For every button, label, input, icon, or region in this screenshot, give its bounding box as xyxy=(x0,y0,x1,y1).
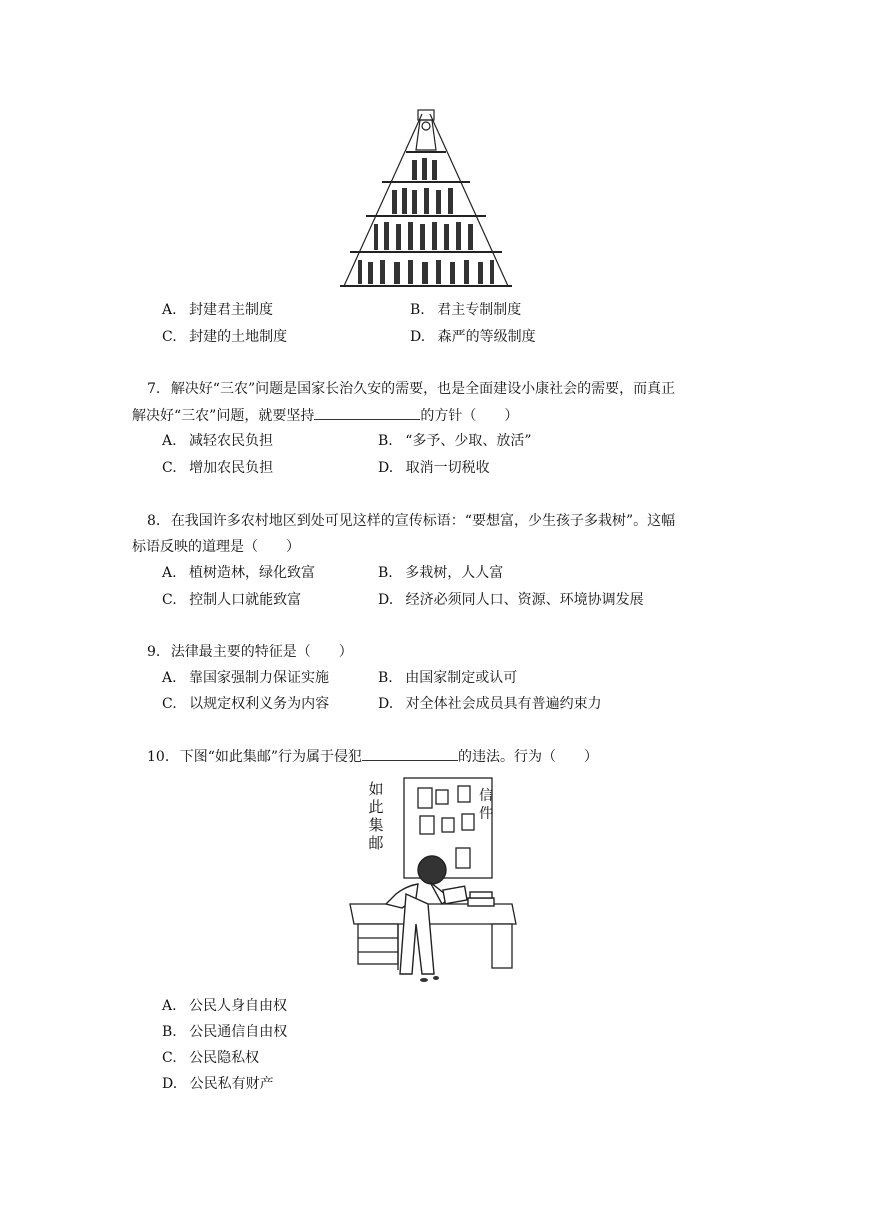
option-letter: C. xyxy=(162,592,177,608)
option-letter: D. xyxy=(162,1076,178,1092)
question-text: 的违法。行为（ ） xyxy=(458,749,599,765)
q8-option-b[interactable] xyxy=(378,563,503,583)
question-number: 8. xyxy=(147,513,161,529)
option-text: 君主专制制度 xyxy=(437,302,522,318)
option-letter: C. xyxy=(162,460,177,476)
option-letter: C. xyxy=(162,696,177,712)
option-text: 由国家制定或认可 xyxy=(405,670,518,686)
option-text: 以规定权利义务为内容 xyxy=(189,696,330,712)
q8-option-d[interactable] xyxy=(378,590,644,610)
q9-option-c[interactable] xyxy=(162,694,329,714)
q7-stem-line1 xyxy=(147,379,675,399)
question-text: 在我国许多农村地区到处可见这样的宣传标语：“要想富，少生孩子多栽树”。这幅 xyxy=(170,513,676,529)
option-letter: B. xyxy=(378,565,393,581)
q6-option-a[interactable] xyxy=(162,300,273,320)
option-text: 控制人口就能致富 xyxy=(189,592,302,608)
option-text: 森严的等级制度 xyxy=(437,329,536,345)
option-letter: B. xyxy=(410,302,425,318)
q10-stem xyxy=(147,746,598,767)
option-letter: B. xyxy=(378,433,393,449)
option-text: 公民通信自由权 xyxy=(189,1024,288,1040)
question-number: 9. xyxy=(147,644,161,660)
q10-option-a[interactable] xyxy=(162,996,287,1016)
option-text: 增加农民负担 xyxy=(189,460,274,476)
question-text: 标语反映的道理是（ ） xyxy=(132,539,300,555)
cartoon-title-char: 邮 xyxy=(368,834,384,852)
question-number: 7. xyxy=(147,381,161,397)
option-letter: D. xyxy=(378,592,394,608)
q7-option-b[interactable] xyxy=(378,431,532,451)
board-label-char: 件 xyxy=(479,806,493,822)
question-text: 解决好“三农”问题，就要坚持 xyxy=(132,408,315,424)
cartoon-title-char: 此 xyxy=(368,798,384,816)
question-text: 解决好“三农”问题是国家长治久安的需要，也是全面建设小康社会的需要，而真正 xyxy=(170,381,676,397)
option-letter: A. xyxy=(162,998,177,1014)
q10-option-b[interactable] xyxy=(162,1022,287,1042)
option-letter: C. xyxy=(162,329,177,345)
option-letter: A. xyxy=(162,433,177,449)
option-letter: D. xyxy=(410,329,426,345)
q6-option-c[interactable] xyxy=(162,327,287,347)
question-text: 的方针（ ） xyxy=(420,408,519,424)
option-text: 封建君主制度 xyxy=(189,302,274,318)
answer-blank[interactable] xyxy=(362,746,458,761)
option-text: 对全体社会成员具有普遍约束力 xyxy=(405,696,602,712)
option-letter: D. xyxy=(378,460,394,476)
question-text: 下图“如此集邮”行为属于侵犯 xyxy=(179,749,363,765)
option-letter: A. xyxy=(162,565,177,581)
option-letter: C. xyxy=(162,1050,177,1066)
q10-option-c[interactable] xyxy=(162,1048,259,1068)
q6-option-d[interactable] xyxy=(410,327,536,347)
question-text: 法律最主要的特征是（ ） xyxy=(170,644,353,660)
option-text: 封建的土地制度 xyxy=(189,329,288,345)
cartoon-title-char: 集 xyxy=(368,816,384,834)
option-letter: D. xyxy=(378,696,394,712)
option-text: 多栽树，人人富 xyxy=(405,565,504,581)
option-letter: A. xyxy=(162,302,177,318)
q8-stem-line1 xyxy=(147,511,675,531)
q8-stem-line2 xyxy=(132,537,300,557)
q9-option-b[interactable] xyxy=(378,668,517,688)
option-text: 公民私有财产 xyxy=(189,1076,274,1092)
q8-option-c[interactable] xyxy=(162,590,301,610)
option-text: 经济必须同人口、资源、环境协调发展 xyxy=(405,592,644,608)
option-text: 公民隐私权 xyxy=(189,1050,260,1066)
answer-blank[interactable] xyxy=(314,405,420,420)
q7-stem-line2 xyxy=(132,405,518,426)
q8-option-a[interactable] xyxy=(162,563,315,583)
option-letter: B. xyxy=(162,1024,177,1040)
q9-option-d[interactable] xyxy=(378,694,602,714)
q9-option-a[interactable] xyxy=(162,668,329,688)
option-text: “多予、少取、放活” xyxy=(405,433,532,449)
board-label-char: 信 xyxy=(479,788,493,804)
q9-stem xyxy=(147,642,353,662)
option-letter: A. xyxy=(162,670,177,686)
stamp-collecting-cartoon xyxy=(346,774,522,986)
question-number: 10. xyxy=(147,749,170,765)
option-text: 靠国家强制力保证实施 xyxy=(189,670,330,686)
option-text: 减轻农民负担 xyxy=(189,433,274,449)
q7-option-d[interactable] xyxy=(378,458,490,478)
q6-option-b[interactable] xyxy=(410,300,521,320)
cartoon-title-char: 如 xyxy=(368,780,384,798)
option-text: 公民人身自由权 xyxy=(189,998,288,1014)
hierarchy-pyramid-illustration xyxy=(336,104,516,290)
q10-option-d[interactable] xyxy=(162,1074,274,1094)
option-text: 植树造林，绿化致富 xyxy=(189,565,316,581)
q7-option-c[interactable] xyxy=(162,458,273,478)
option-letter: B. xyxy=(378,670,393,686)
q7-option-a[interactable] xyxy=(162,431,273,451)
option-text: 取消一切税收 xyxy=(405,460,490,476)
